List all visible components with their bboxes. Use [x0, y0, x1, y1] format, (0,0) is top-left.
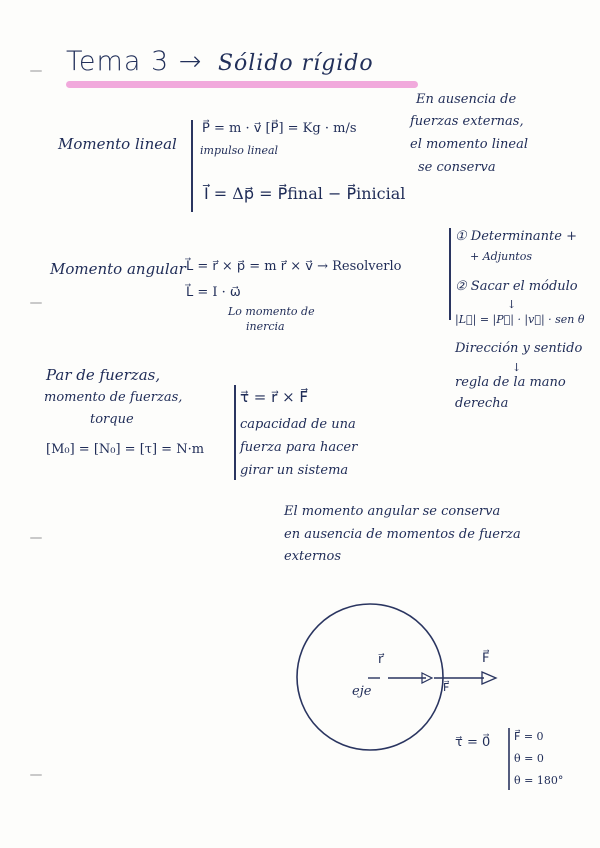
rotation-circle — [297, 604, 443, 750]
par-label: torque — [90, 412, 134, 427]
lineal-formula-1: P⃗ = m · v⃗ [P⃗] = Kg · m/s — [202, 121, 357, 136]
note-line: fuerzas externas, — [410, 114, 524, 129]
condition: θ = 180° — [514, 774, 564, 787]
r-label: r⃗ — [378, 652, 384, 667]
angular-formula-2: L⃗ = I · ω⃗ — [186, 285, 241, 300]
title-main: Tema 3 → — [66, 46, 203, 77]
par-label: momento de fuerzas, — [44, 390, 183, 405]
par-units: [M₀] = [N₀] = [τ] = N·m — [46, 442, 205, 457]
inertia-note: inercia — [246, 320, 285, 333]
conserva-line: en ausencia de momentos de fuerza — [284, 527, 521, 542]
angular-label: Momento angular — [50, 260, 186, 278]
arrow-down-icon: ↓ — [512, 361, 522, 374]
arrow-down-icon: ↓ — [507, 298, 517, 311]
modulo-formula: |L⃗| = |P⃗| · |v⃗| · sen θ — [455, 313, 585, 326]
title-sub: Sólido rígido — [217, 51, 374, 76]
lineal-label: Momento lineal — [58, 135, 177, 153]
direction-note: Dirección y sentido — [455, 341, 583, 356]
angular-formula-1: L⃗ = r⃗ × p⃗ = m r⃗ × v⃗ → Resolverlo — [186, 259, 402, 274]
par-desc: capacidad de una — [240, 417, 356, 432]
condition: θ = 0 — [514, 752, 544, 765]
conserva-line: externos — [284, 549, 342, 564]
side-item-1b: + Adjuntos — [470, 250, 532, 263]
regla-note: regla de la mano — [455, 375, 566, 390]
par-formula: τ⃗ = r⃗ × F⃗ — [240, 388, 309, 406]
side-item-2: ② Sacar el módulo — [455, 279, 578, 294]
inertia-note: Lo momento de — [228, 305, 315, 318]
side-item-1: ① Determinante + — [455, 229, 577, 244]
conserva-line: El momento angular se conserva — [284, 504, 501, 519]
f-label: F⃗ — [482, 651, 490, 666]
eje-label: eje — [352, 684, 372, 699]
f-small-label: F⃗ — [443, 681, 450, 694]
par-label: Par de fuerzas, — [46, 366, 161, 384]
regla-note: derecha — [455, 396, 509, 411]
note-line: se conserva — [418, 160, 496, 175]
lineal-formula-2: I⃗ = Δp⃗ = P⃗final − P⃗inicial — [204, 184, 406, 203]
force-arrowhead — [482, 672, 496, 684]
note-line: En ausencia de — [416, 92, 517, 107]
impulso-label: impulso lineal — [200, 144, 279, 157]
condition: F⃗ = 0 — [514, 730, 544, 743]
par-desc: girar un sistema — [240, 463, 349, 478]
par-desc: fuerza para hacer — [240, 440, 358, 455]
note-line: el momento lineal — [410, 137, 529, 152]
tau-zero: τ⃗ = 0⃗ — [455, 735, 491, 750]
